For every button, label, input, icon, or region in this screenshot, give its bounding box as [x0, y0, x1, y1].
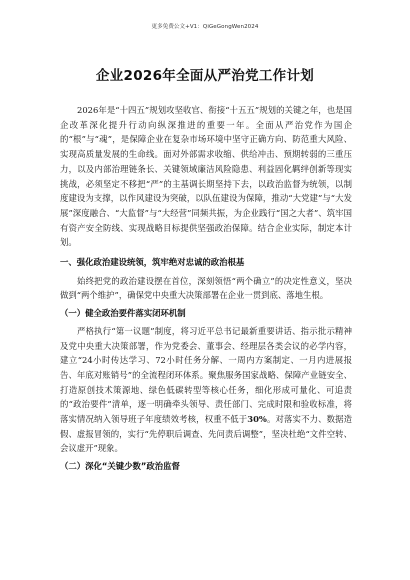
- subsection-1-text-after: 。对落实不力、数据造假、虚报冒领的，实行“先停职后调查、先问责后调整”，坚决杜绝“文件空转、会议虚开”现象。: [60, 414, 353, 454]
- intro-paragraph: 2026年是“十四五”规划攻坚收官、衔接“十五五”规划的关键之年，也是国企改革深化提升行动向纵深推进的重要一年。全面从严治党作为国企的“根”与“魂”，是保障企业在复杂市场环境中坚守正确方向、防范重大风险、实现高质量发展的生命线。面对外部需求收缩、供给冲击、预期转弱的三重压力，以及内部治理链条长、关键领域廉洁风险隐患、利益固化羁绊创新等现实挑战，必须坚定不移把“严”的主基调长期坚持下去，以政治监督为统领，以制度建设为支撑，以作风建设为突破，以队伍建设为保障，推动“大党建”与“大发展”深度融合、“大监督”与“大经营”同频共振，为企业践行“国之大者”、筑牢国有资产安全防线、实现战略目标提供坚强政治保障。结合企业实际，制定本计划。: [60, 105, 352, 248]
- subsection-1-paragraph: [60, 324, 352, 456]
- document-body: [60, 103, 352, 477]
- subsection-1-text-before: 严格执行“第一议题”制度，将习近平总书记最新重要讲话、指示批示精神及党中央重大决策部署，作为党委会、董事会、经理层各类会议的必学内容，建立“24小时传达学习、72小时任务分解、一周内方案制定、一月内进展报告、年底对账销号”的全流程闭环体系。聚焦服务国家战略、保障产业链安全、打造原创技术策源地、绿色低碳转型等核心任务，细化形成可量化、可追责的“政治要件”清单，逐一明确牵头领导、责任部门、完成时限和验收标准，将落实情况纳入领导班子年度绩效考核，权重不低于: [60, 325, 352, 425]
- header-note: 更多免费公文+V1：QiGeGongWen2024: [151, 24, 259, 30]
- subsection-1-heading: （一）健全政治要件落实闭环机制: [60, 308, 186, 319]
- document-title: 企业2026年全面从严治党工作计划: [95, 68, 315, 84]
- section-1-heading: 一、强化政治建设统领，筑牢绝对忠诚的政治根基: [60, 257, 245, 268]
- subsection-2-heading: （二）深化“关键少数”政治监督: [60, 461, 180, 472]
- weight-value: 30%: [247, 414, 267, 425]
- section-1-intro: 始终把党的政治建设摆在首位，深刻领悟“两个确立”的决定性意义，坚决做到“两个维护”，确保党中央重大决策部署在企业一贯到底、落地生根。: [60, 275, 352, 301]
